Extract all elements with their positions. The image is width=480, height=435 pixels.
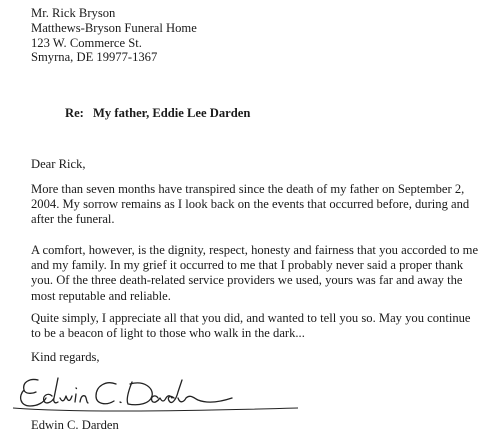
salutation: Dear Rick, [31,157,86,171]
paragraph-line: Quite simply, I appreciate all that you did, and wanted to tell you so. May you continue [31,311,471,325]
signer-name: Edwin C. Darden [31,418,119,432]
subject-label: Re: [65,106,84,120]
address-line: Matthews-Bryson Funeral Home [31,20,197,35]
paragraph-1 [31,182,469,228]
subject-line [65,106,250,121]
paragraph-line: most reputable and reliable. [31,288,171,303]
paragraph-line: and my family. In my grief it occurred to me that I probably never said a proper thank [31,258,464,273]
recipient-address [31,6,197,65]
paragraph-line: More than seven months have transpired since the death of my father on September 2, [31,182,465,196]
paragraph-line: 2004. My sorrow remains as I look back on the events that occurred before, during and [31,197,470,212]
paragraph-line: you. Of the three death-related service providers we used, yours was far and away the [31,273,463,288]
paragraph-2 [31,243,478,304]
address-line: 123 W. Commerce St. [31,35,142,50]
address-line: Mr. Rick Bryson [31,6,116,20]
paragraph-line: to be a beacon of light to those who walk in the dark... [31,326,305,341]
subject-text: My father, Eddie Lee Darden [93,106,251,120]
closing: Kind regards, [31,350,100,364]
handwritten-signature [8,368,308,418]
paragraph-line: after the funeral. [31,212,115,227]
address-line: Smyrna, DE 19977-1367 [31,50,158,65]
paragraph-line: A comfort, however, is the dignity, respect, honesty and fairness that you accorded to me [31,243,479,257]
paragraph-3 [31,311,471,341]
